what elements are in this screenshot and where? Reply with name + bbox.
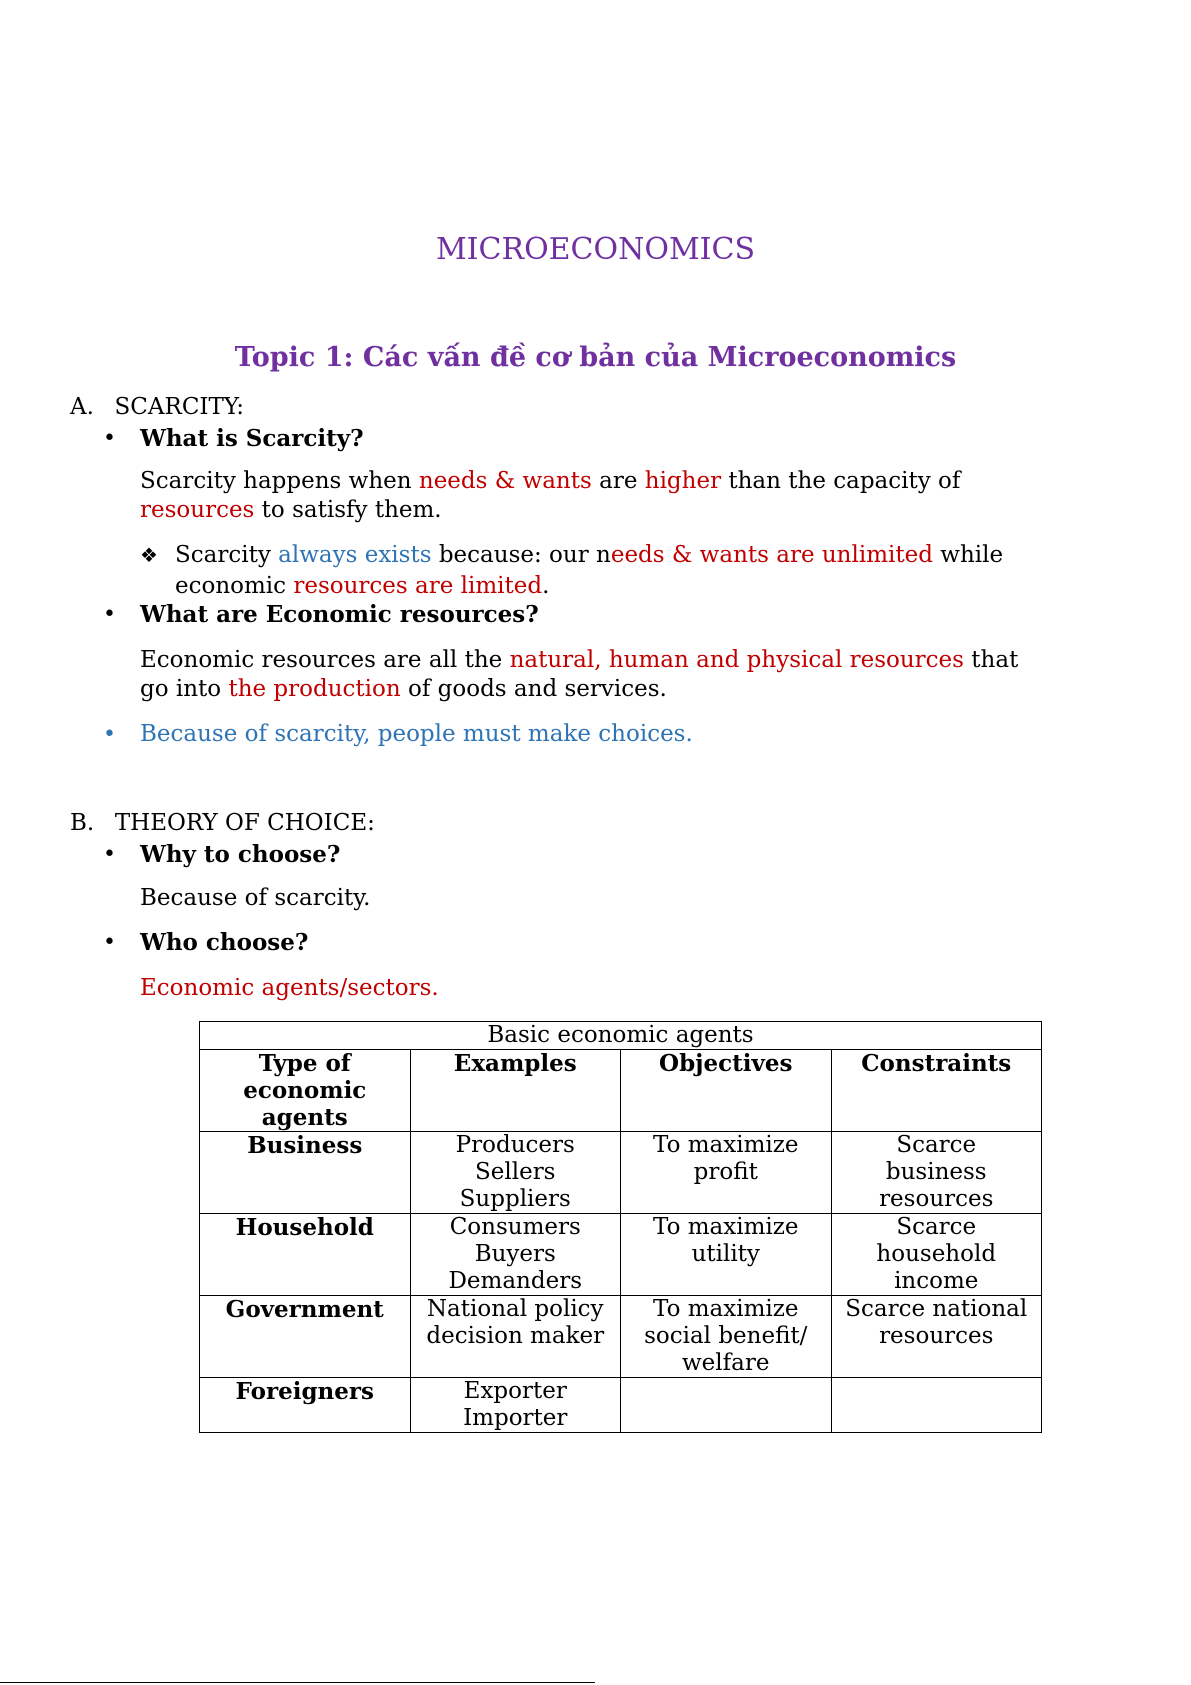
answer-who-choose: Economic agents/sectors.	[140, 975, 439, 1001]
agent-objectives	[621, 1378, 832, 1433]
agent-objectives: To maximize profit	[621, 1132, 832, 1214]
bullet-icon: •	[103, 842, 116, 867]
header-constraints: Constraints	[831, 1050, 1042, 1132]
note-scarcity-line2: economic resources are limited.	[175, 573, 550, 599]
table-row	[200, 1296, 1042, 1378]
header-examples: Examples	[410, 1050, 621, 1132]
table-row	[200, 1378, 1042, 1433]
diamond-bullet-icon: ❖	[140, 543, 158, 567]
bullet-icon: •	[103, 930, 116, 955]
answer-why-choose: Because of scarcity.	[140, 885, 371, 911]
agent-type: Government	[200, 1296, 411, 1378]
agent-examples: Producers Sellers Suppliers	[410, 1132, 621, 1214]
agent-objectives: To maximize social benefit/ welfare	[621, 1296, 832, 1378]
footnote-separator	[0, 1682, 595, 1683]
section-a-heading	[70, 393, 244, 422]
agent-type: Household	[200, 1214, 411, 1296]
bullet-icon: •	[103, 602, 116, 627]
topic-heading: Topic 1: Các vấn đề cơ bản của Microeconomics	[234, 342, 957, 373]
agent-examples: National policy decision maker	[410, 1296, 621, 1378]
header-objectives: Objectives	[621, 1050, 832, 1132]
agent-objectives: To maximize utility	[621, 1214, 832, 1296]
table-row	[200, 1214, 1042, 1296]
section-b-title: THEORY OF CHOICE:	[114, 810, 375, 836]
question-economic-resources: What are Economic resources?	[140, 601, 539, 628]
table-caption: Basic economic agents	[200, 1022, 1042, 1050]
question-who-choose: Who choose?	[140, 929, 309, 956]
table-row	[200, 1132, 1042, 1214]
table-header-row	[200, 1050, 1042, 1132]
document-title: MICROECONOMICS	[435, 232, 756, 267]
section-b-heading	[70, 809, 375, 838]
note-scarcity-line1: Scarcity always exists because: our needs & wants are unlimited while	[175, 542, 1004, 568]
economic-agents-table	[199, 1021, 1042, 1433]
header-type: Type of economic agents	[200, 1050, 411, 1132]
agent-constraints: Scarce national resources	[831, 1296, 1042, 1378]
bullet-icon: •	[103, 426, 116, 451]
agent-constraints	[831, 1378, 1042, 1433]
agent-type: Business	[200, 1132, 411, 1214]
agent-examples: Consumers Buyers Demanders	[410, 1214, 621, 1296]
section-b-marker: B.	[70, 810, 95, 836]
agent-constraints: Scarce household income	[831, 1214, 1042, 1296]
question-what-is-scarcity: What is Scarcity?	[140, 425, 364, 452]
agent-type: Foreigners	[200, 1378, 411, 1433]
bullet-icon: •	[103, 722, 116, 747]
agent-examples: Exporter Importer	[410, 1378, 621, 1433]
section-a-marker: A.	[70, 394, 94, 420]
paragraph-scarcity-line2: resources to satisfy them.	[140, 497, 442, 523]
paragraph-resources-line2: go into the production of goods and services.	[140, 676, 667, 702]
section-a-title: SCARCITY:	[114, 394, 244, 420]
question-why-choose: Why to choose?	[140, 841, 341, 868]
table-caption-row	[200, 1022, 1042, 1050]
agent-constraints: Scarce business resources	[831, 1132, 1042, 1214]
conclusion-choices: Because of scarcity, people must make choices.	[140, 721, 693, 747]
paragraph-resources-line1: Economic resources are all the natural, human and physical resources that	[140, 647, 1019, 673]
paragraph-scarcity-line1: Scarcity happens when needs & wants are higher than the capacity of	[140, 468, 961, 494]
